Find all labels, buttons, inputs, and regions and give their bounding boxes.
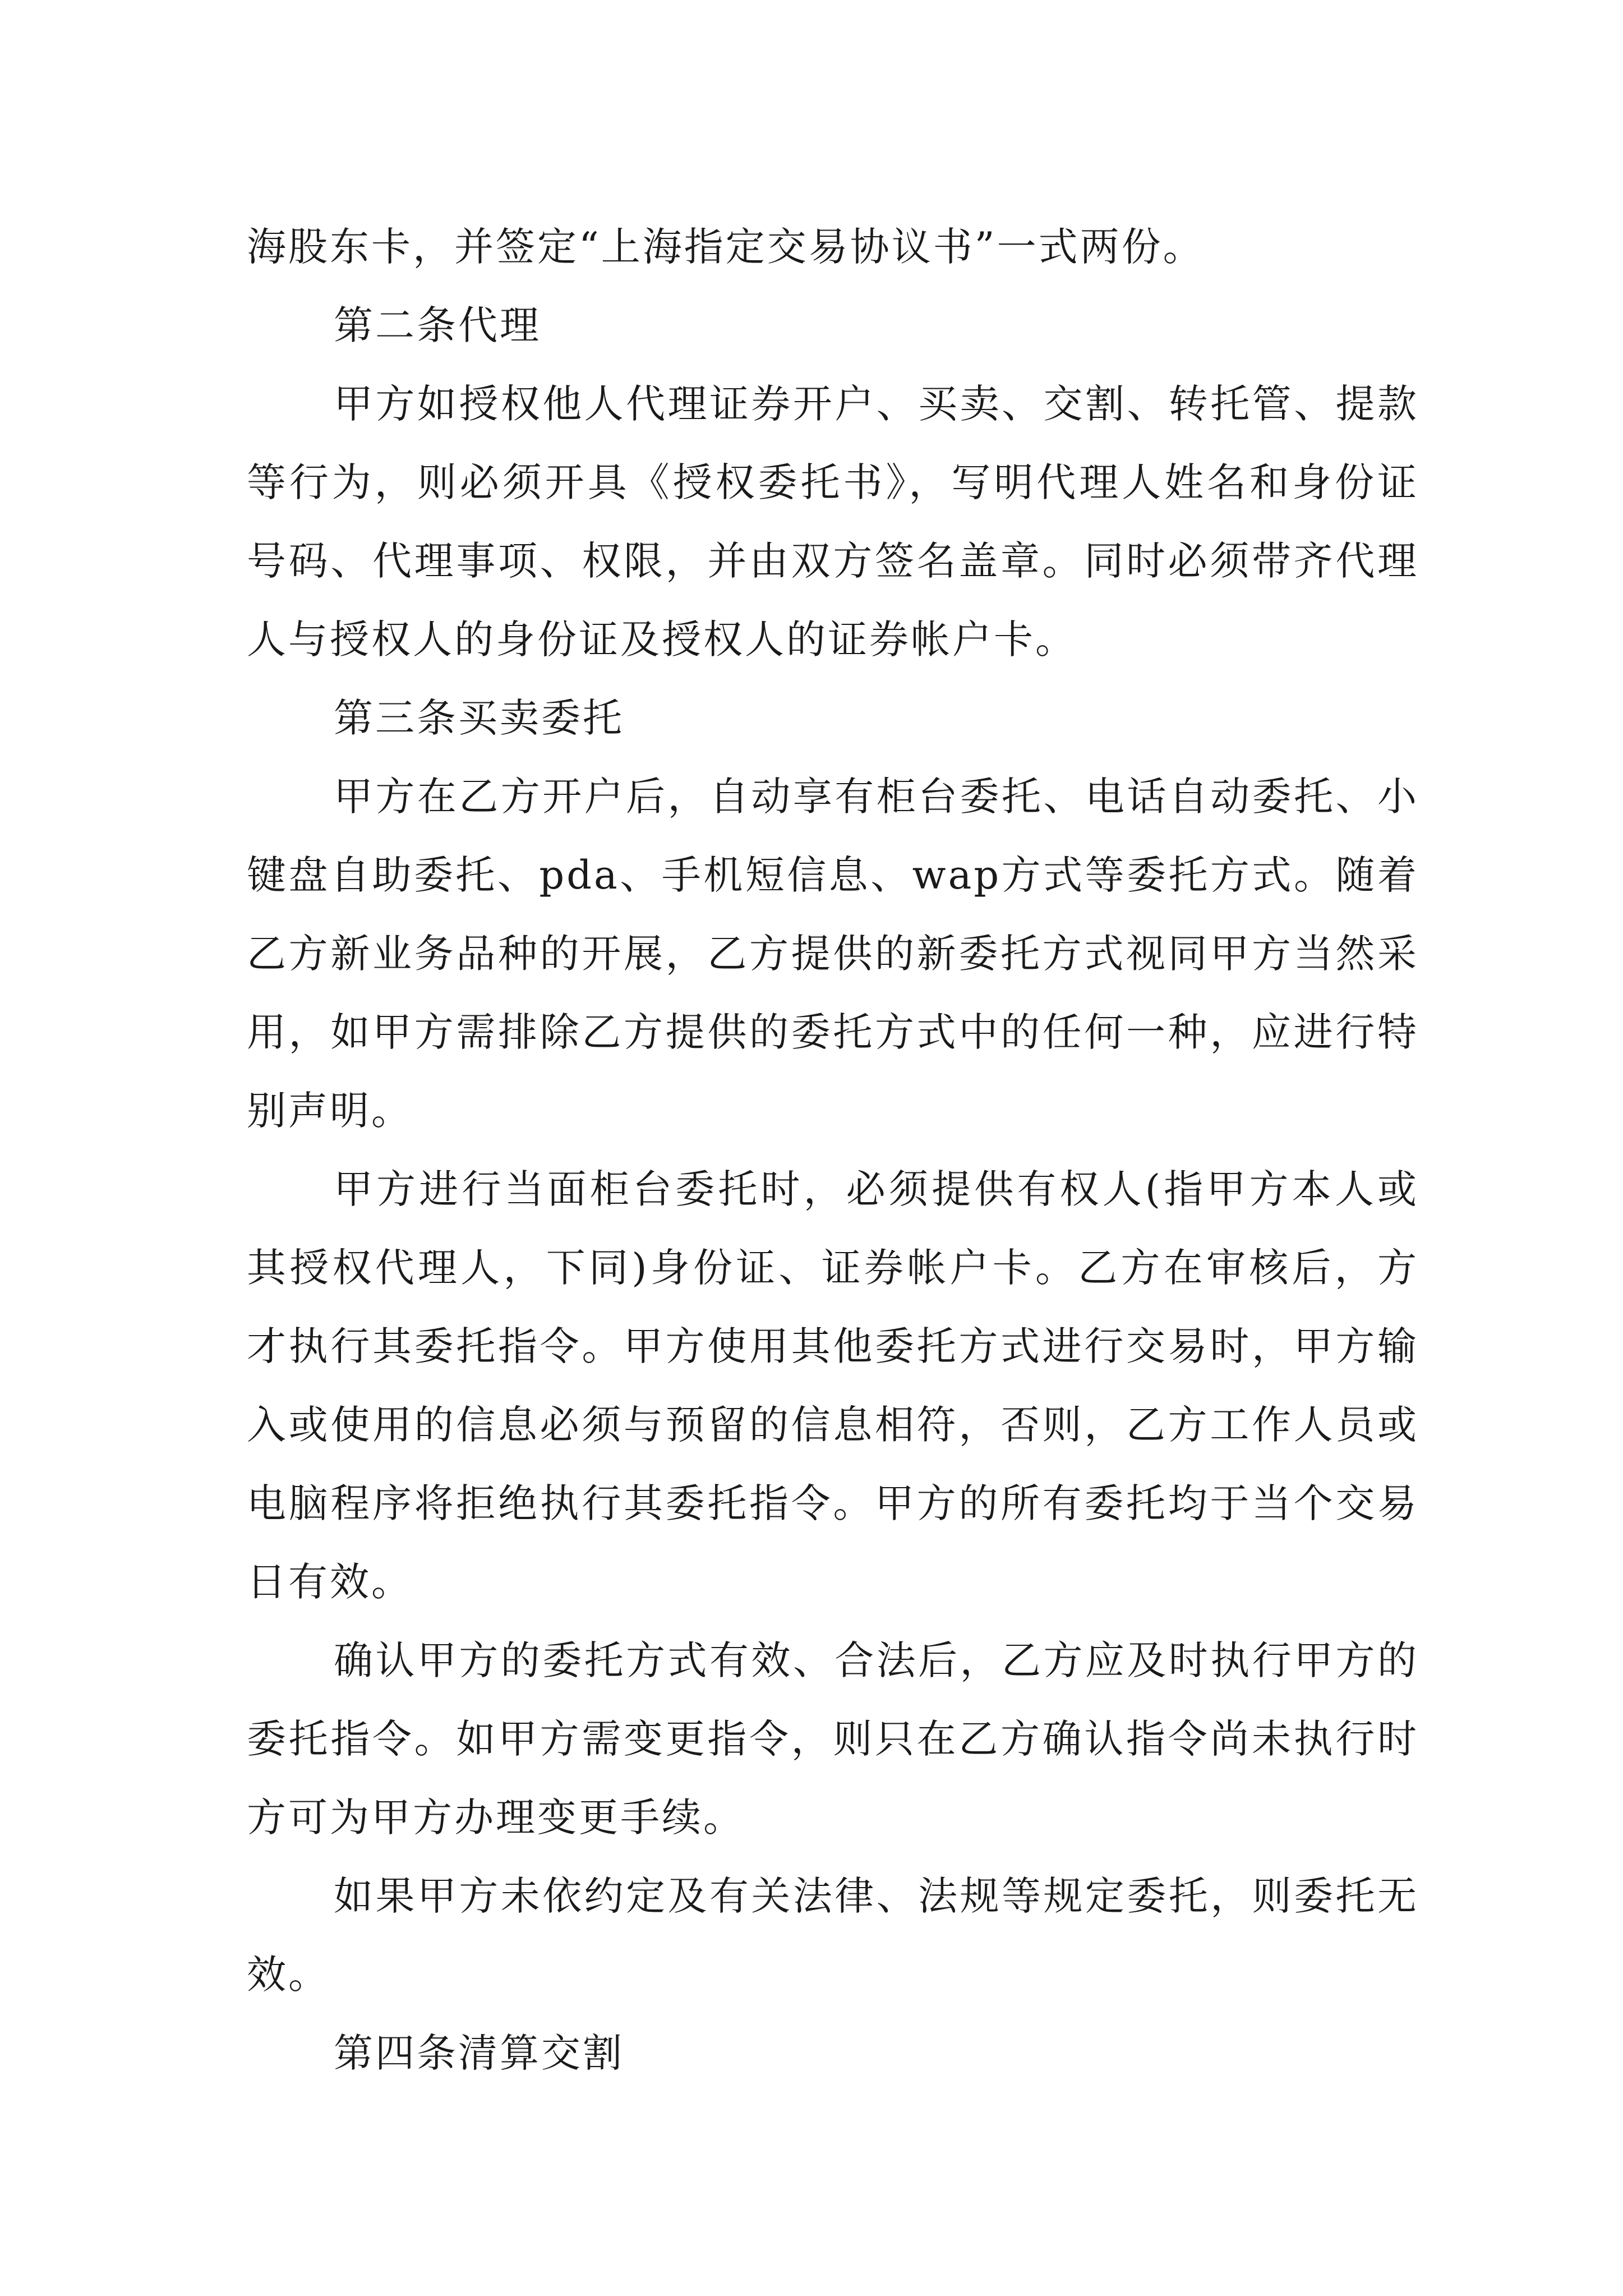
paragraph-entrust-methods: 甲方在乙方开户后，自动享有柜台委托、电话自动委托、小键盘自助委托、pda、手机短信息、wap方式等委托方式。随着乙方新业务品种的开展，乙方提供的新委托方式视同甲方当然采用，如甲方需排除乙方提供的委托方式中的任何一种，应进行特别声明。	[247, 774, 1419, 1134]
document-body	[247, 208, 1419, 2092]
paragraph-agency: 甲方如授权他人代理证券开户、买卖、交割、转托管、提款等行为，则必须开具《授权委托书》，写明代理人姓名和身份证号码、代理事项、权限，并由双方签名盖章。同时必须带齐代理人与授权人的身份证及授权人的证券帐户卡。	[247, 381, 1419, 662]
paragraph-execute-instructions: 确认甲方的委托方式有效、合法后，乙方应及时执行甲方的委托指令。如甲方需变更指令，则只在乙方确认指令尚未执行时方可为甲方办理变更手续。	[247, 1637, 1419, 1841]
section-heading-article-4: 第四条清算交割	[334, 2030, 624, 2076]
paragraph-counter-entrust: 甲方进行当面柜台委托时，必须提供有权人(指甲方本人或其授权代理人，下同)身份证、证券帐户卡。乙方在审核后，方才执行其委托指令。甲方使用其他委托方式进行交易时，甲方输入或使用的信息必须与预留的信息相符，否则，乙方工作人员或电脑程序将拒绝执行其委托指令。甲方的所有委托均于当个交易日有效。	[247, 1166, 1419, 1605]
section-heading-article-3: 第三条买卖委托	[334, 695, 624, 741]
section-heading-article-2: 第二条代理	[334, 302, 541, 348]
paragraph-continuation: 海股东卡，并签定“上海指定交易协议书”一式两份。	[247, 224, 1205, 270]
paragraph-invalid-entrust: 如果甲方未依约定及有关法律、法规等规定委托，则委托无效。	[247, 1873, 1419, 1998]
